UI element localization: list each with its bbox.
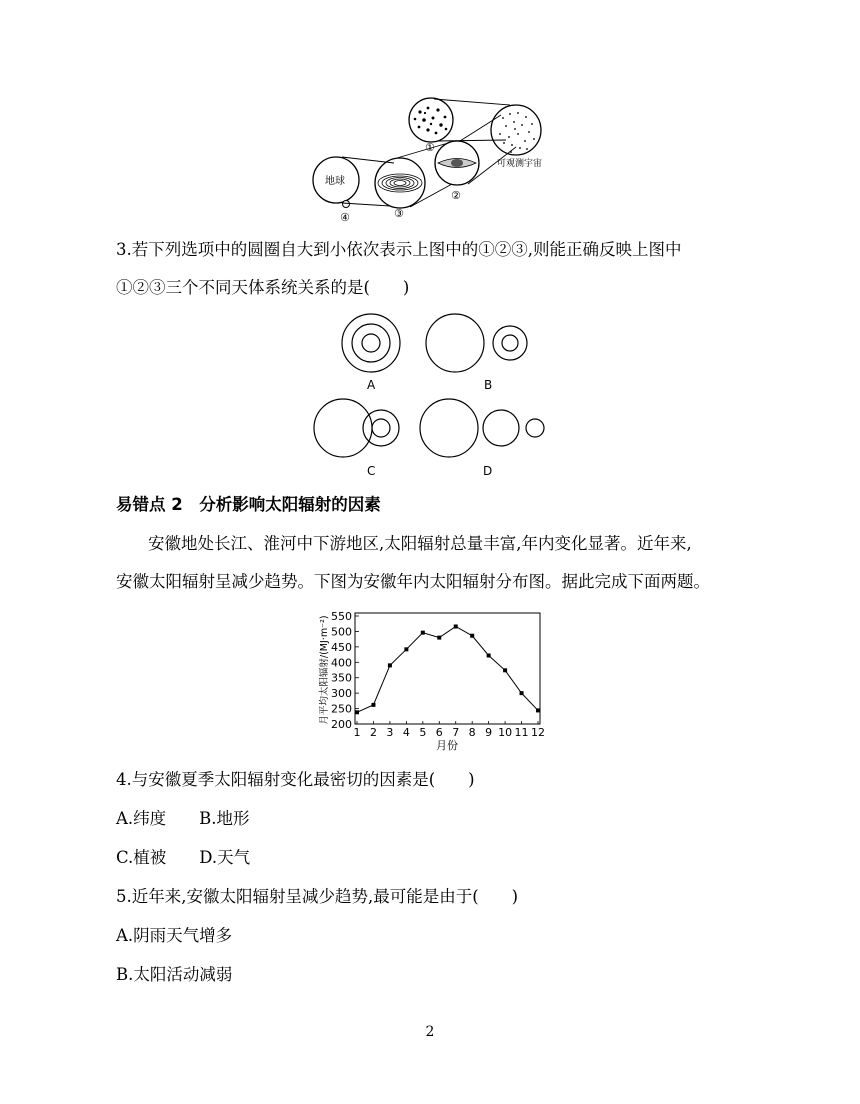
y-tick-label: 450 bbox=[331, 640, 352, 654]
data-point bbox=[404, 647, 408, 651]
data-point bbox=[487, 653, 491, 657]
data-point bbox=[503, 668, 507, 672]
y-tick-label: 250 bbox=[331, 702, 352, 716]
option-a-label: A bbox=[367, 378, 376, 392]
x-tick-label: 12 bbox=[531, 726, 545, 739]
x-tick-label: 5 bbox=[419, 726, 427, 739]
circle-3 bbox=[375, 158, 425, 208]
q3-line-2: ①②③三个不同天体系统关系的是( ) bbox=[116, 278, 410, 297]
y-tick-label: 400 bbox=[331, 656, 352, 670]
data-point bbox=[421, 631, 425, 635]
q3-line-1: 3.若下列选项中的圆圈自大到小依次表示上图中的①②③,则能正确反映上图中 bbox=[116, 240, 682, 259]
y-axis-label: 月平均太阳辐射/(MJ·m⁻²) bbox=[319, 615, 330, 725]
q5-option-a: A.阴雨天气增多 bbox=[116, 926, 233, 945]
x-tick-label: 6 bbox=[435, 726, 443, 739]
page-number: 2 bbox=[425, 1024, 435, 1040]
data-point bbox=[371, 703, 375, 707]
section-heading: 易错点 2 分析影响太阳辐射的因素 bbox=[116, 495, 381, 514]
y-tick-label: 550 bbox=[331, 610, 352, 623]
option-d-label: D bbox=[483, 464, 493, 478]
q5-option-b: B.太阳活动减弱 bbox=[116, 965, 233, 984]
solar-radiation-chart bbox=[310, 606, 550, 756]
q4-stem: 4.与安徽夏季太阳辐射变化最密切的因素是( ) bbox=[116, 770, 475, 789]
y-tick-label: 350 bbox=[331, 671, 352, 685]
q4-options-ab: A.纬度 B.地形 bbox=[116, 809, 250, 828]
x-tick-label: 11 bbox=[514, 726, 529, 739]
x-tick-label: 3 bbox=[386, 726, 394, 739]
option-c-label: C bbox=[367, 464, 376, 478]
data-point bbox=[470, 634, 474, 638]
label-circle-2: ② bbox=[451, 189, 461, 202]
q4-options-cd: C.植被 D.天气 bbox=[116, 848, 251, 867]
x-tick-label: 10 bbox=[498, 726, 513, 739]
y-tick-label: 500 bbox=[331, 625, 352, 639]
x-tick-label: 9 bbox=[485, 726, 493, 739]
celestial-systems-figure bbox=[300, 90, 560, 225]
q5-stem: 5.近年来,安徽太阳辐射呈减少趋势,最可能是由于( ) bbox=[116, 887, 519, 906]
x-tick-label: 1 bbox=[353, 726, 361, 739]
circle-4 bbox=[343, 201, 350, 208]
data-point bbox=[454, 624, 458, 628]
passage-line-2: 安徽太阳辐射呈减少趋势。下图为安徽年内太阳辐射分布图。据此完成下面两题。 bbox=[116, 572, 710, 591]
label-circle-4: ④ bbox=[340, 211, 350, 224]
option-b-label: B bbox=[484, 378, 493, 392]
data-point bbox=[437, 636, 441, 640]
x-tick-label: 2 bbox=[369, 726, 377, 739]
y-tick-label: 300 bbox=[331, 687, 352, 701]
label-circle-1: ① bbox=[425, 141, 435, 154]
q3-options-figure bbox=[305, 310, 555, 480]
label-circle-3: ③ bbox=[394, 207, 404, 220]
data-point bbox=[536, 708, 540, 712]
series-line bbox=[357, 626, 538, 712]
passage-line-1: 安徽地处长江、淮河中下游地区,太阳辐射总量丰富,年内变化显著。近年来, bbox=[148, 534, 692, 553]
data-point bbox=[520, 691, 524, 695]
data-point bbox=[355, 710, 359, 714]
x-axis-label: 月份 bbox=[436, 739, 458, 752]
label-universe: 可观测宇宙 bbox=[497, 159, 543, 169]
plot-frame bbox=[355, 613, 540, 724]
label-earth: 地球 bbox=[325, 176, 345, 187]
data-point bbox=[388, 663, 392, 667]
x-tick-label: 8 bbox=[468, 726, 476, 739]
y-tick-label: 200 bbox=[331, 718, 352, 731]
x-tick-label: 4 bbox=[402, 726, 410, 739]
x-tick-label: 7 bbox=[452, 726, 460, 739]
